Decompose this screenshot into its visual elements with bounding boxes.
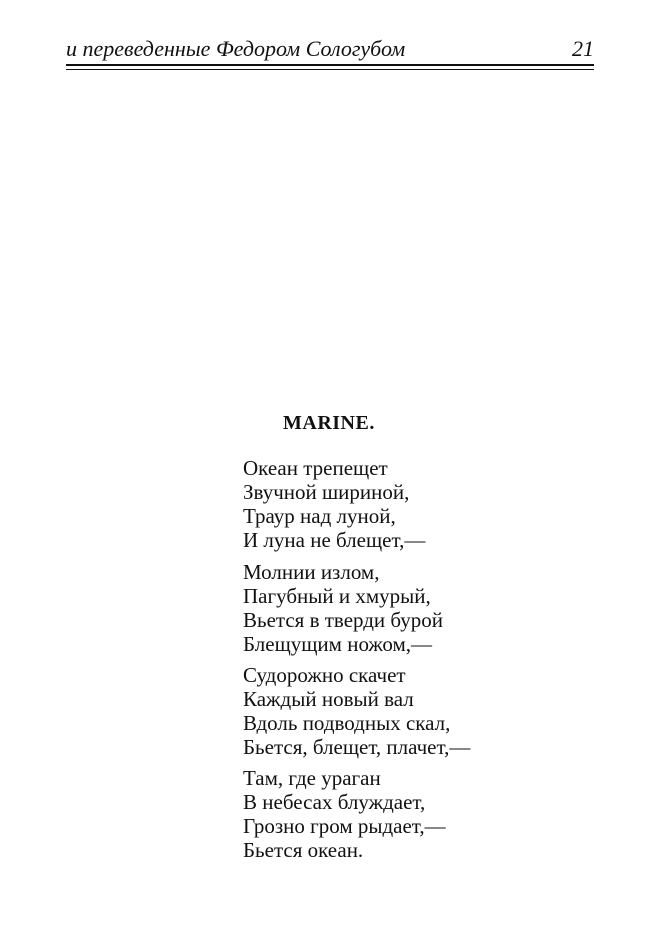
header-rule-thin xyxy=(66,69,594,70)
verse-line: Звучной шириной, xyxy=(243,480,410,504)
verse-line: Пагубный и хмурый, xyxy=(243,584,431,608)
page-number: 21 xyxy=(572,36,594,61)
verse-line: И луна не блещет,— xyxy=(243,528,426,552)
verse-line: Бьется, блещет, плачет,— xyxy=(243,735,471,759)
verse-line: Вдоль подводных скал, xyxy=(243,711,451,735)
verse-line: Грозно гром рыдает,— xyxy=(243,814,446,838)
poem-title: MARINE. xyxy=(283,412,375,434)
verse-line: Траур над луной, xyxy=(243,504,396,528)
verse-line: Там, где ураган xyxy=(243,766,381,790)
verse-line: В небесах блуждает, xyxy=(243,790,426,814)
verse-line: Океан трепещет xyxy=(243,456,388,480)
verse-line: Судорожно скачет xyxy=(243,663,406,687)
running-title: и переведенные Федором Сологубом xyxy=(66,36,406,61)
stanza-1 xyxy=(243,456,425,552)
stanza-3 xyxy=(243,663,470,759)
verse-line: Вьется в тверди бурой xyxy=(243,608,444,632)
running-head xyxy=(66,34,594,64)
stanza-2 xyxy=(243,560,443,656)
stanza-4 xyxy=(243,766,446,862)
header-rule-thick xyxy=(66,64,594,66)
verse-line: Бьется океан. xyxy=(243,838,364,862)
verse-line: Молнии излом, xyxy=(243,560,380,584)
verse-line: Каждый новый вал xyxy=(243,687,414,711)
verse-line: Блещущим ножом,— xyxy=(243,632,433,656)
